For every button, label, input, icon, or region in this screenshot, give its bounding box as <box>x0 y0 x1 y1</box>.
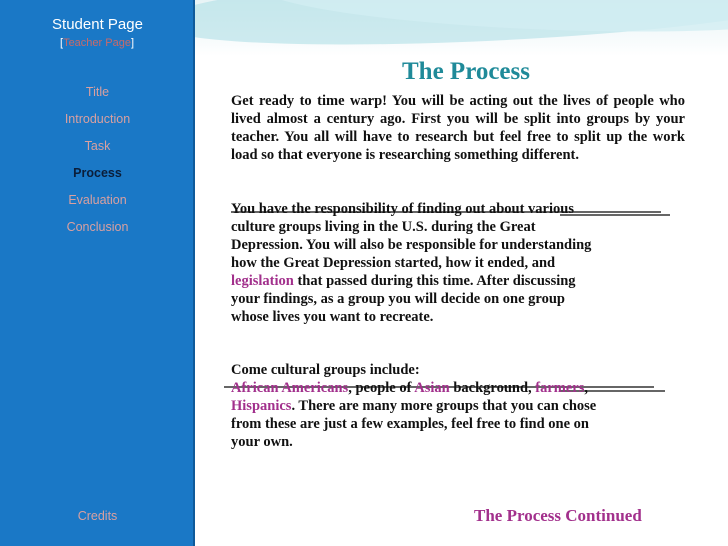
nav-item-conclusion[interactable]: Conclusion <box>66 220 129 234</box>
groups-text-4: . There are many more groups that you can chose from these are just a few examples, feel free to find one on your own. <box>231 398 597 450</box>
nav-item-process[interactable]: Process <box>73 166 122 180</box>
header-band <box>195 0 728 56</box>
intro-paragraph: Get ready to time warp! You will be acting out the lives of people who lived almost a century ago. First you will be split into groups by your teacher. You all will have to research but feel free to split up the work load so that everyone is researching something different. <box>231 93 685 163</box>
groups-paragraph <box>231 361 601 451</box>
nav-item-introduction[interactable]: Introduction <box>64 112 131 126</box>
farmers-link[interactable]: farmers <box>535 380 585 396</box>
nav-item-credits[interactable]: Credits <box>77 509 118 523</box>
groups-text-1: , people of <box>348 380 415 396</box>
teacher-bracket-close: ] <box>130 37 135 49</box>
teacher-page-link[interactable]: Teacher Page <box>63 37 131 49</box>
legislation-link[interactable]: legislation <box>231 273 294 289</box>
teacher-page-row <box>60 37 134 49</box>
responsibility-text-1: You have the responsibility of finding out about various culture groups living in the U.S. during the Great Depression. You will also be responsible for understanding how the Great Depression started, how it ended, and <box>231 201 592 271</box>
teacher-bracket-open: [ <box>60 37 64 49</box>
asian-link[interactable]: Asian <box>414 380 450 396</box>
nav-item-task[interactable]: Task <box>84 139 111 153</box>
groups-intro: Come cultural groups include: <box>231 362 420 378</box>
groups-text-2: background, <box>449 380 536 396</box>
groups-text-3: , <box>584 380 589 396</box>
page-title: The Process <box>402 58 530 85</box>
responsibility-text-2: that passed during this time. After discussing your findings, as a group you will decide on one group whose lives you want to recreate. <box>231 273 576 325</box>
process-continued-link[interactable]: The Process Continued <box>474 506 642 525</box>
sidebar <box>0 0 195 546</box>
hispanics-link[interactable]: Hispanics <box>231 398 292 414</box>
nav-item-title[interactable]: Title <box>85 85 110 99</box>
nav-item-evaluation[interactable]: Evaluation <box>68 193 127 207</box>
sidebar-title: Student Page <box>52 16 143 33</box>
african-americans-link[interactable]: African Americans <box>231 380 349 396</box>
responsibility-paragraph <box>231 200 601 326</box>
